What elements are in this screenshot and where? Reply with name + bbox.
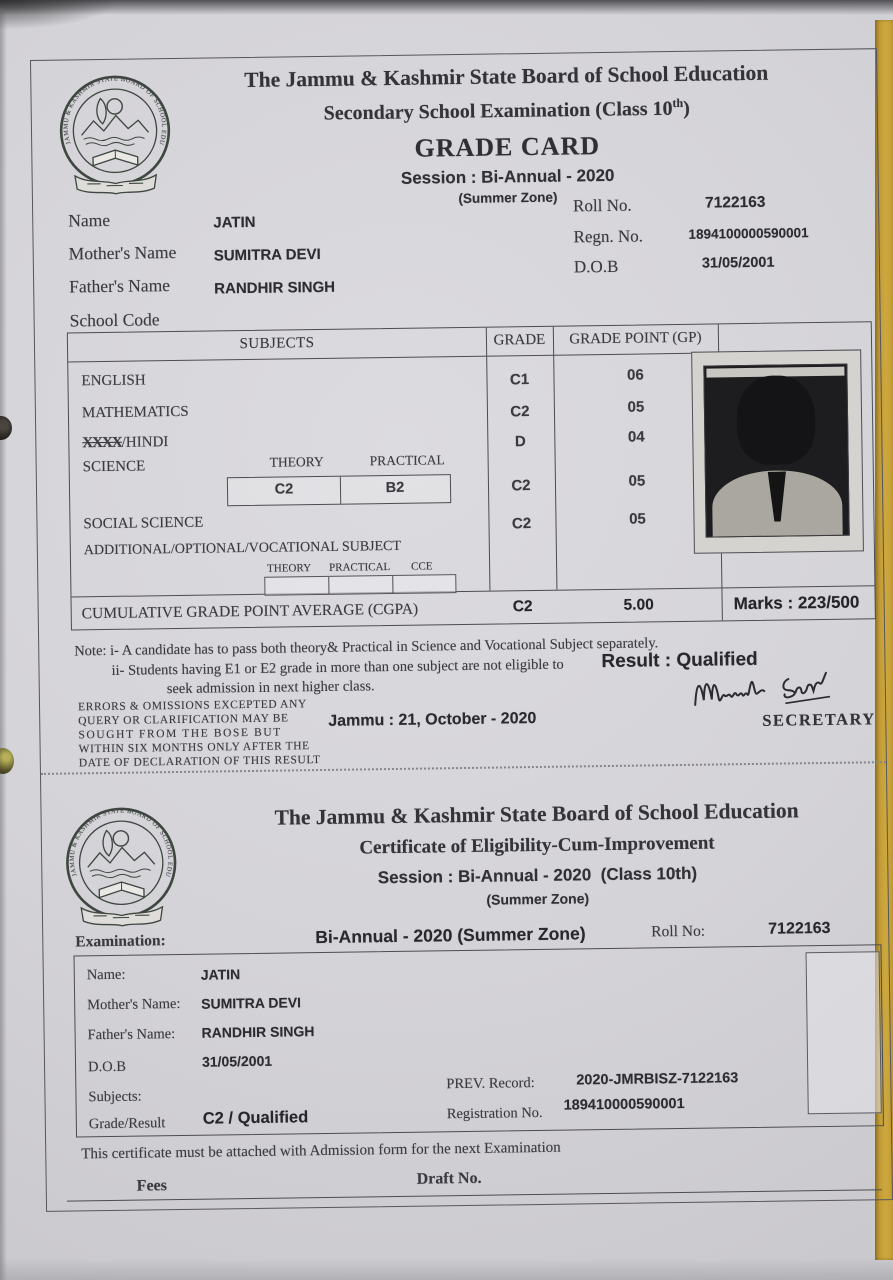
gp-hindi: 04	[627, 428, 645, 446]
mother-value-2: SUMITRA DEVI	[201, 994, 302, 1012]
zone-line: (Summer Zone)	[458, 189, 558, 207]
father-value: RANDHIR SINGH	[214, 278, 336, 298]
fees-underline	[67, 1189, 882, 1202]
note-line-3: seek admission in next higher class.	[166, 678, 375, 698]
grade-hindi: D	[514, 433, 526, 451]
zone-line-2: (Summer Zone)	[486, 890, 590, 908]
regn-label: Regn. No.	[573, 226, 644, 247]
roll-value-2: 7122163	[768, 919, 831, 938]
additional-box-divider-1	[328, 577, 329, 594]
class-note: (Class 10th)	[600, 863, 698, 885]
name-value-2: JATIN	[200, 966, 241, 983]
punch-hole-bottom	[0, 748, 14, 774]
subject-english: ENGLISH	[81, 372, 146, 390]
exam-line-post: )	[683, 97, 691, 120]
additional-theory-label: THEORY	[267, 562, 312, 575]
punch-hole-top	[0, 416, 12, 440]
errors-line-4: WITHIN SIX MONTHS ONLY AFTER THE	[78, 740, 310, 756]
school-code-label: School Code	[69, 309, 160, 331]
place-date: Jammu : 21, October - 2020	[328, 709, 537, 730]
name-label: Name	[68, 209, 111, 231]
mother-value: SUMITRA DEVI	[213, 245, 321, 265]
examination-label: Examination:	[75, 932, 166, 951]
marks-total: Marks : 223/500	[733, 592, 860, 614]
col-header-gp: GRADE POINT (GP)	[569, 329, 702, 348]
exam-line-pre: Secondary School Examination (Class 10	[323, 97, 673, 125]
col-header-grade: GRADE	[493, 331, 546, 349]
draft-no-label: Draft No.	[416, 1169, 482, 1188]
errors-line-5: DATE OF DECLARATION OF THIS RESULT	[78, 754, 321, 770]
science-theory-label: THEORY	[269, 453, 324, 470]
scan-edge-top-left	[0, 0, 120, 30]
roll-value: 7122163	[704, 193, 766, 212]
photo-head-silhouette	[736, 375, 815, 464]
col-line-grade	[486, 328, 491, 591]
grade-science: C2	[511, 477, 531, 495]
dob-value-2: 31/05/2001	[201, 1052, 273, 1070]
father-value-2: RANDHIR SINGH	[201, 1023, 315, 1041]
grade-english: C1	[509, 371, 530, 389]
attach-note: This certificate must be attached with Admission form for the next Examination	[81, 1139, 561, 1163]
examination-value: Bi-Annual - 2020 (Summer Zone)	[315, 923, 586, 948]
science-marks-box	[227, 474, 451, 506]
cert-title: Certificate of Eligibility-Cum-Improvement	[359, 832, 715, 859]
roll-label: Roll No.	[572, 195, 632, 216]
grade-result-label: Grade/Result	[88, 1115, 166, 1133]
subject-mathematics: MATHEMATICS	[81, 403, 189, 422]
additional-practical-label: PRACTICAL	[329, 561, 391, 574]
cgpa-grade: C2	[512, 598, 533, 616]
regn-value: 1894100000590001	[688, 225, 809, 242]
prev-record-value: 2020-JMRBISZ-7122163	[576, 1070, 739, 1089]
student-photo-box	[691, 349, 864, 553]
errors-line-2: QUERY OR CLARIFICATION MAY BE	[78, 712, 289, 728]
science-practical-label: PRACTICAL	[369, 452, 445, 469]
errors-line-3: SOUGHT FROM THE BOSE BUT	[78, 726, 282, 742]
father-label: Father's Name	[69, 275, 171, 297]
errors-line-1: ERRORS & OMISSIONS EXCEPTED ANY	[77, 698, 307, 714]
cgpa-label: CUMULATIVE GRADE POINT AVERAGE (CGPA)	[81, 600, 419, 623]
scan-edge-bottom	[0, 1258, 893, 1280]
name-value: JATIN	[213, 213, 256, 232]
additional-cce-label: CCE	[411, 560, 433, 573]
subject-social-science: SOCIAL SCIENCE	[83, 514, 204, 533]
gp-science: 05	[628, 472, 646, 490]
dob-label: D.O.B	[573, 256, 619, 277]
scan-edge-top	[0, 0, 893, 15]
col-line-gp	[553, 327, 558, 590]
subject-struck-out: XXXX	[82, 434, 122, 452]
result-value: Result : Qualified	[601, 648, 758, 673]
exam-line-sup: th	[672, 95, 684, 111]
roll-label-2: Roll No:	[651, 922, 706, 941]
science-practical-grade: B2	[385, 479, 405, 497]
exam-line	[162, 94, 852, 128]
registration-value: 189410000590001	[563, 1095, 685, 1114]
subject-science: SCIENCE	[82, 458, 146, 476]
board-logo-icon	[53, 67, 177, 201]
details-box	[74, 944, 884, 1137]
mother-label-2: Mother's Name:	[87, 995, 181, 1014]
additional-box-divider-2	[392, 576, 393, 593]
board-title-2: The Jammu & Kashmir State Board of School Education	[274, 798, 799, 830]
science-theory-grade: C2	[274, 481, 294, 498]
fees-label: Fees	[136, 1177, 168, 1195]
grade-social-science: C2	[511, 515, 532, 533]
registration-label: Registration No.	[446, 1104, 543, 1123]
doc-title: GRADE CARD	[414, 131, 601, 163]
photo-box-empty	[806, 951, 882, 1114]
subjects-label-2: Subjects:	[88, 1088, 142, 1106]
page-frame	[30, 48, 893, 1212]
gp-mathematics: 05	[627, 398, 645, 416]
dob-label-2: D.O.B	[87, 1058, 127, 1076]
session-line-2	[192, 861, 882, 891]
note-line-2: ii- Students having E1 or E2 grade in more than one subject are not eligible to	[111, 656, 564, 679]
subject-hindi	[82, 434, 168, 452]
errors-omissions-block	[78, 697, 321, 770]
subject-additional: ADDITIONAL/OPTIONAL/VOCATIONAL SUBJECT	[83, 538, 402, 559]
prev-record-label: PREV. Record:	[446, 1075, 535, 1093]
student-photo	[703, 364, 849, 538]
additional-marks-box	[264, 574, 456, 596]
father-label-2: Father's Name:	[87, 1026, 176, 1044]
gp-social-science: 05	[629, 510, 646, 528]
cgpa-value: 5.00	[623, 596, 654, 614]
session-text-2: Session : Bi-Annual - 2020	[377, 865, 592, 888]
board-title: The Jammu & Kashmir State Board of School Education	[244, 60, 769, 93]
grade-result-value: C2 / Qualified	[202, 1108, 309, 1128]
dob-value: 31/05/2001	[701, 254, 775, 272]
secretary-label: SECRETARY	[762, 709, 876, 730]
name-label-2: Name:	[86, 966, 126, 984]
subject-hindi-text: /HINDI	[121, 434, 169, 451]
mother-label: Mother's Name	[68, 241, 177, 264]
scan-edge-left	[0, 10, 7, 1280]
session-line: Session : Bi-Annual - 2020	[400, 165, 615, 188]
grade-mathematics: C2	[510, 403, 530, 421]
note-line-1: Note: i- A candidate has to pass both theory& Practical in Science and Vocational Subject separately.	[74, 635, 659, 660]
col-header-subjects: SUBJECTS	[239, 335, 315, 353]
board-logo-icon-2	[59, 799, 183, 933]
science-box-divider	[340, 477, 342, 504]
gp-english: 06	[626, 366, 644, 384]
